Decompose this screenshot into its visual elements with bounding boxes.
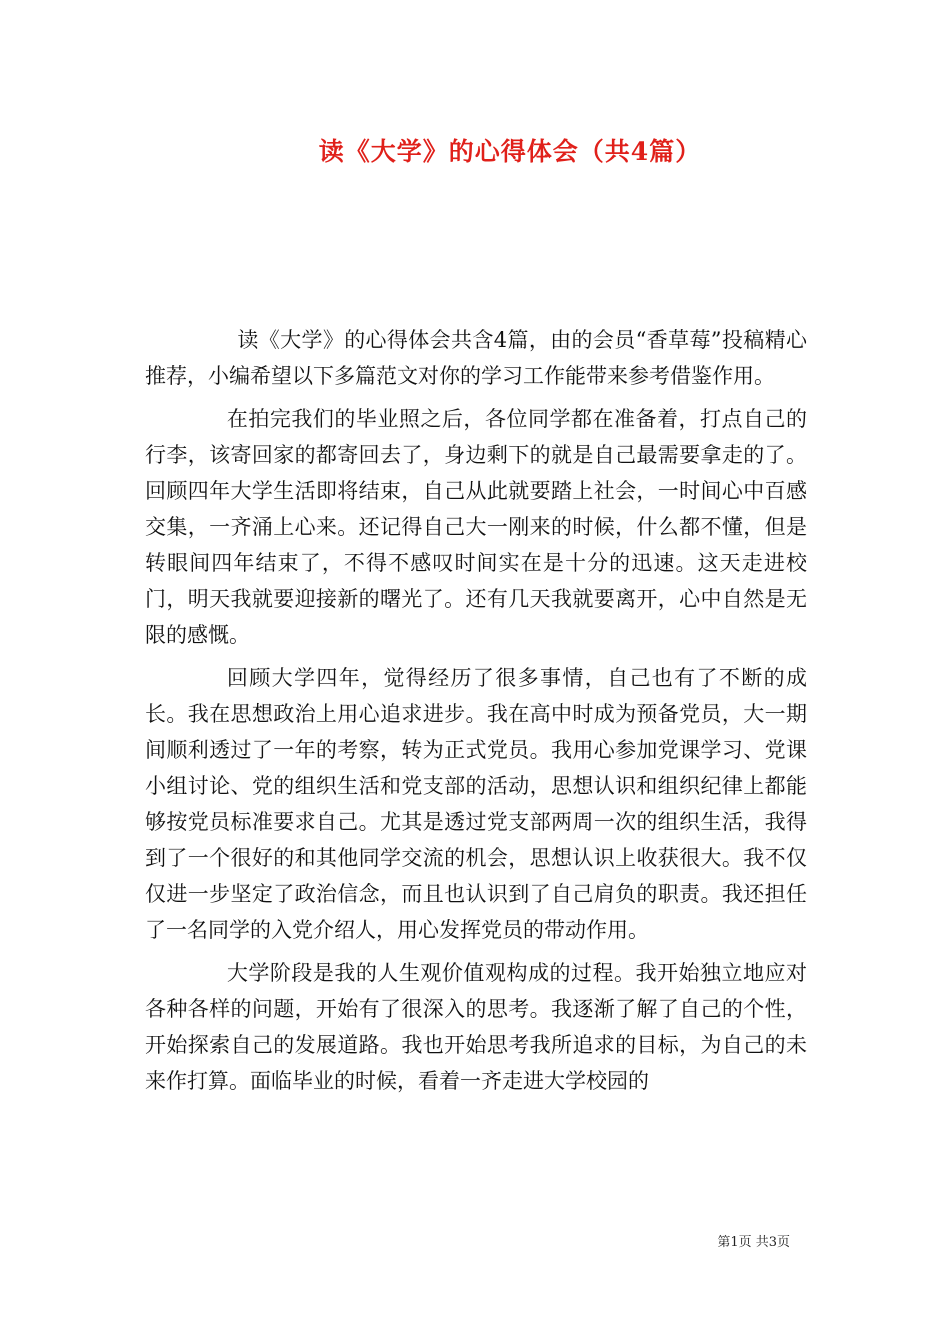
body-paragraph: 大学阶段是我的人生观价值观构成的过程。我开始独立地应对各种各样的问题，开始有了很深入的思考。我逐渐了解了自己的个性，开始探索自己的发展道路。我也开始思考我所追求的目标，为自己的未来作打算。面临毕业的时候，看着一齐走进大学校园的 <box>145 961 807 1093</box>
document-body <box>145 322 807 1106</box>
page-number-footer: 第1页 共3页 <box>717 1235 790 1250</box>
body-paragraph: 在拍完我们的毕业照之后，各位同学都在准备着，打点自己的行李，该寄回家的都寄回去了，身边剩下的就是自己最需要拿走的了。回顾四年大学生活即将结束，自己从此就要踏上社会，一时间心中百感交集，一齐涌上心来。还记得自己大一刚来的时候，什么都不懂，但是转眼间四年结束了，不得不感叹时间实在是十分的迅速。这天走进校门，明天我就要迎接新的曙光了。还有几天我就要离开，心中自然是无限的感慨。 <box>145 407 807 647</box>
intro-paragraph: 读《大学》的心得体会共含4篇，由的会员“香草莓”投稿精心推荐，小编希望以下多篇范文对你的学习工作能带来参考借鉴作用。 <box>145 328 807 388</box>
document-title: 读《大学》的心得体会（共4篇） <box>318 137 702 166</box>
body-paragraph: 回顾大学四年，觉得经历了很多事情，自己也有了不断的成长。我在思想政治上用心追求进步。我在高中时成为预备党员，大一期间顺利透过了一年的考察，转为正式党员。我用心参加党课学习、党课小组讨论、党的组织生活和党支部的活动，思想认识和组织纪律上都能够按党员标准要求自己。尤其是透过党支部两周一次的组织生活，我得到了一个很好的和其他同学交流的机会，思想认识上收获很大。我不仅仅进一步坚定了政治信念，而且也认识到了自己肩负的职责。我还担任了一名同学的入党介绍人，用心发挥党员的带动作用。 <box>145 666 807 942</box>
